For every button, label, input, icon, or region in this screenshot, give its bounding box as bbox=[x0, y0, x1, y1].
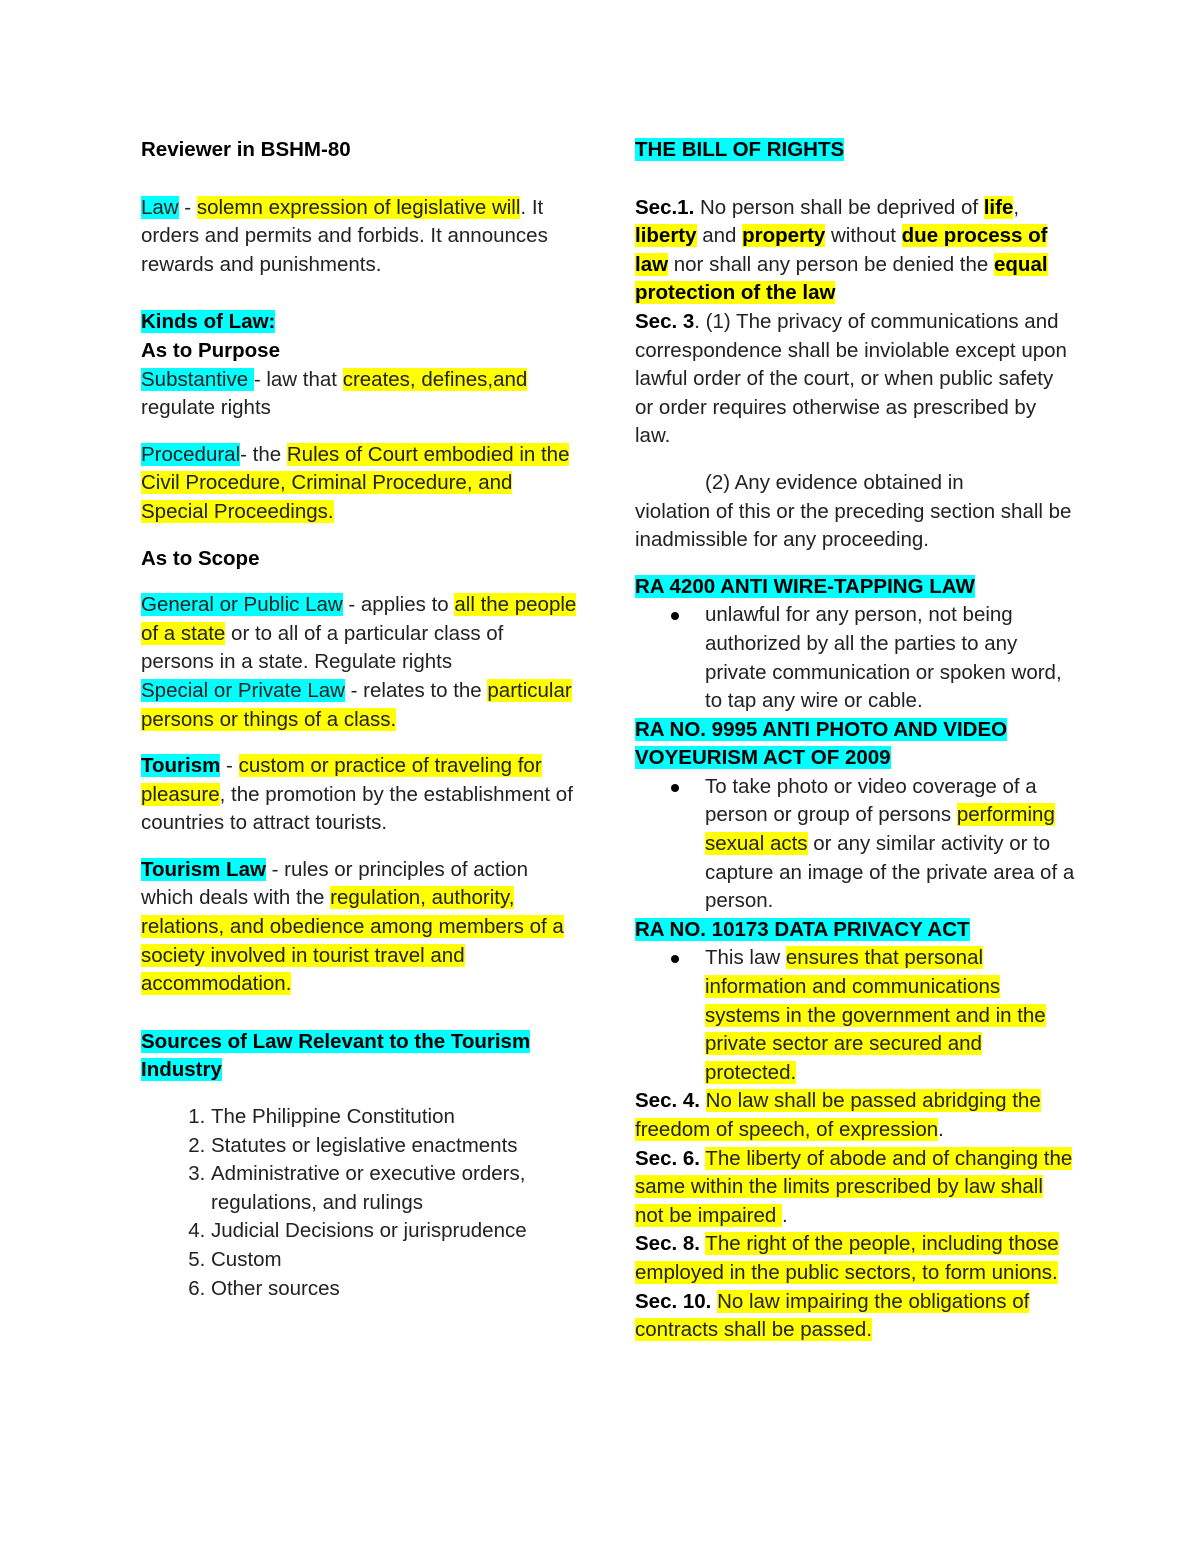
section-10: Sec. 10. No law impairing the obligations of contracts shall be passed. bbox=[635, 1289, 1030, 1342]
procedural-definition: Procedural- the Rules of Court embodied in the Civil Procedure, Criminal Procedure, and Special Proceedings. bbox=[141, 442, 570, 523]
section-1: Sec.1. No person shall be deprived of life, liberty and property without due process of law nor shall any person be denied the equal protection of the law bbox=[635, 195, 1048, 305]
ra4200-list bbox=[635, 601, 1075, 715]
list-item: 4. Judicial Decisions or jurisprudence bbox=[211, 1217, 581, 1246]
list-item: 3. Administrative or executive orders, regulations, and rulings bbox=[211, 1160, 581, 1217]
substantive-definition: Substantive - law that creates, defines,and regulate rights bbox=[141, 367, 528, 420]
law-definition: Law - solemn expression of legislative will. It orders and permits and forbids. It announces rewards and punishments. bbox=[141, 195, 548, 276]
scope-heading: As to Scope bbox=[141, 546, 260, 570]
right-column bbox=[635, 136, 1075, 1345]
list-item: unlawful for any person, not being authorized by all the parties to any private communication or spoken word, to tap any wire or cable. bbox=[705, 601, 1075, 715]
special-law-definition: Special or Private Law - relates to the particular persons or things of a class. bbox=[141, 678, 572, 731]
general-law-definition: General or Public Law - applies to all the people of a state or to all of a particular class of persons in a state. Regulate rights bbox=[141, 593, 577, 674]
tourism-law-definition: Tourism Law - rules or principles of action which deals with the regulation, authority, relations, and obedience among members of a society involved in tourist travel and accommodation. bbox=[141, 857, 564, 996]
bill-of-rights-heading: THE BILL OF RIGHTS bbox=[635, 138, 845, 161]
section-3-part-2: (2) Any evidence obtained in violation of this or the preceding section shall be inadmissible for any proceeding. bbox=[635, 470, 1072, 552]
kinds-heading: Kinds of Law: bbox=[141, 310, 276, 334]
document-title: Reviewer in BSHM-80 bbox=[141, 138, 351, 161]
section-8: Sec. 8. The right of the people, including those employed in the public sectors, to form unions. bbox=[635, 1232, 1059, 1284]
tourism-definition: Tourism - custom or practice of traveling for pleasure, the promotion by the establishment of countries to attract tourists. bbox=[141, 754, 573, 835]
ra10173-heading: RA NO. 10173 DATA PRIVACY ACT bbox=[635, 917, 970, 941]
sources-list bbox=[141, 1103, 581, 1303]
ra4200-heading: RA 4200 ANTI WIRE-TAPPING LAW bbox=[635, 574, 975, 598]
section-3: Sec. 3. (1) The privacy of communications and correspondence shall be inviolable except upon lawful order of the court, or when public safety or order requires otherwise as prescribed by law. bbox=[635, 309, 1067, 448]
list-item: 1. The Philippine Constitution bbox=[211, 1103, 581, 1132]
list-item: To take photo or video coverage of a person or group of persons performing sexual acts or any similar activity or to capture an image of the private area of a person. bbox=[705, 773, 1075, 916]
list-item: 5. Custom bbox=[211, 1246, 581, 1275]
ra9995-heading: RA NO. 9995 ANTI PHOTO AND VIDEO VOYEURISM ACT OF 2009 bbox=[635, 717, 1008, 770]
ra10173-list bbox=[635, 944, 1075, 1087]
section-4: Sec. 4. No law shall be passed abridging the freedom of speech, of expression. bbox=[635, 1089, 1041, 1141]
list-item: 2. Statutes or legislative enactments bbox=[211, 1132, 581, 1161]
ra9995-list bbox=[635, 773, 1075, 916]
sources-heading: Sources of Law Relevant to the Tourism Industry bbox=[141, 1029, 531, 1082]
purpose-heading: As to Purpose bbox=[141, 338, 280, 362]
list-item: 6. Other sources bbox=[211, 1275, 581, 1304]
section-6: Sec. 6. The liberty of abode and of changing the same within the limits prescribed by law shall not be impaired . bbox=[635, 1146, 1073, 1227]
list-item: This law ensures that personal information and communications systems in the government and in the private sector are secured and protected. bbox=[705, 944, 1075, 1087]
left-column bbox=[141, 136, 581, 1303]
